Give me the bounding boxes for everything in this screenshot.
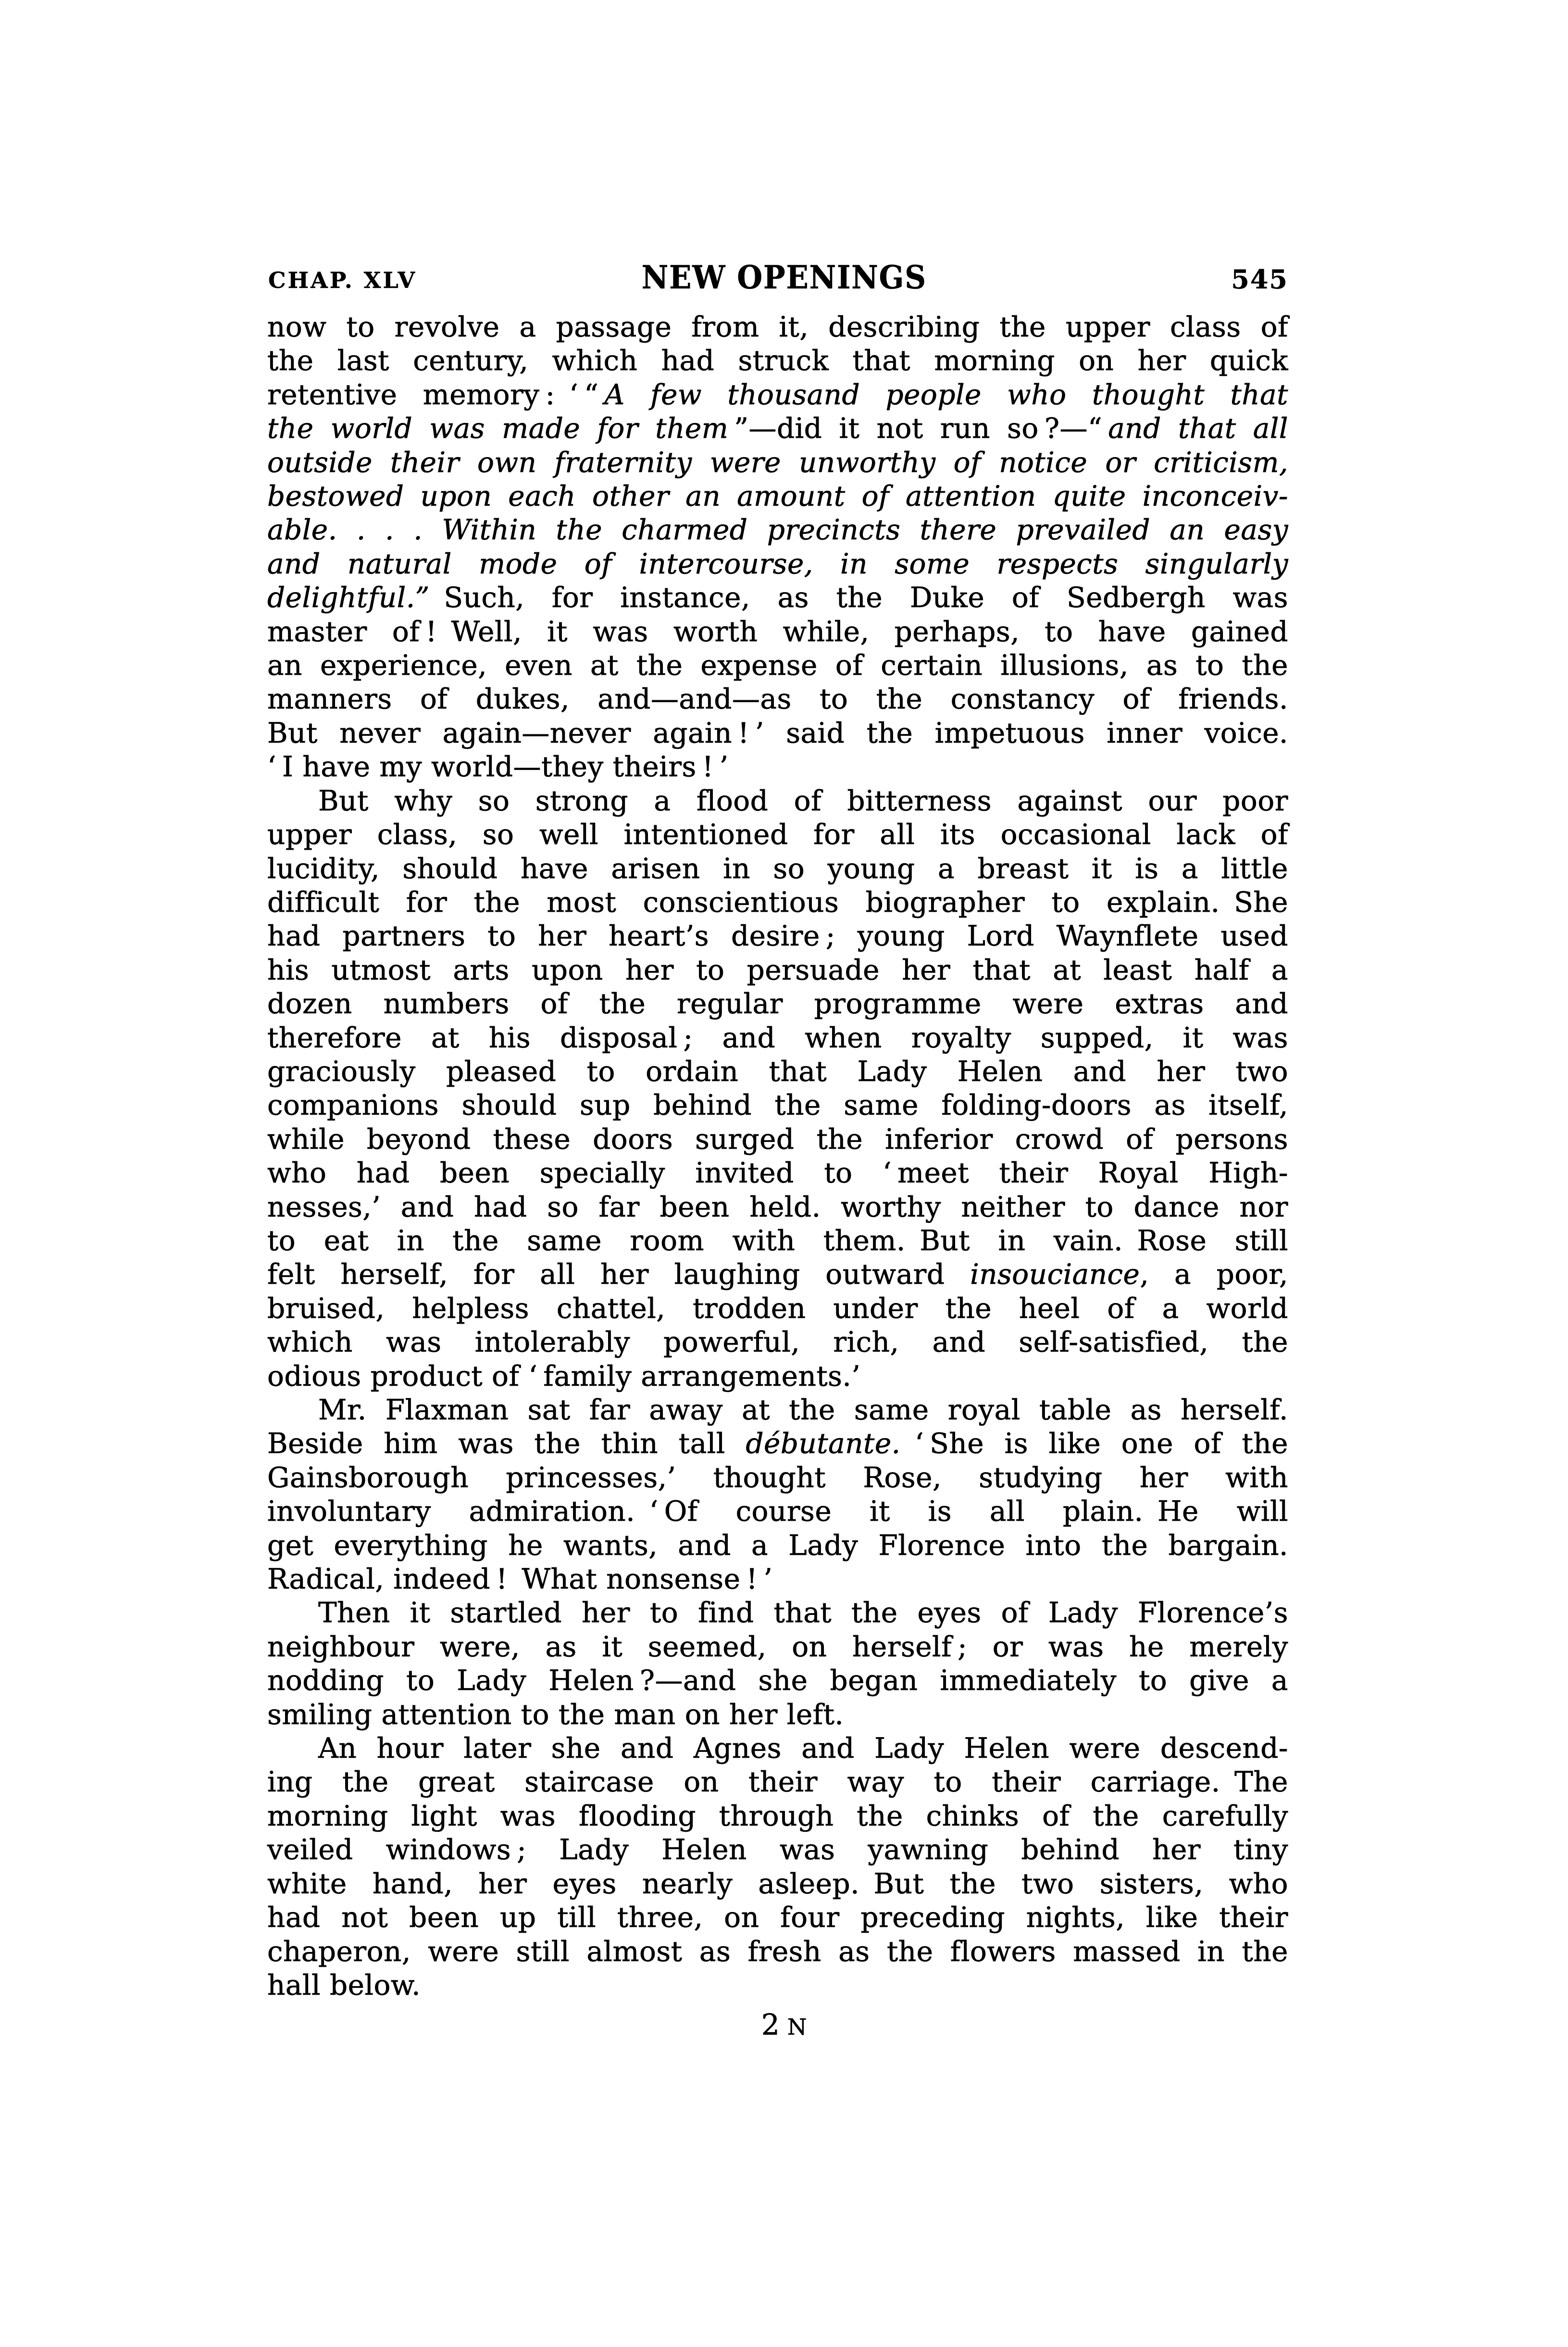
text-line: [267, 1968, 1288, 2002]
text-line: [267, 1156, 1288, 1190]
text-line: [267, 1562, 1288, 1596]
text-line: [267, 1935, 1288, 1968]
text-segment: the last century, which had struck that morning on her quick: [267, 344, 1288, 377]
text-segment: hall below.: [267, 1968, 421, 2001]
text-line: [267, 581, 1288, 614]
italic-text-segment: and that all: [1108, 412, 1288, 445]
text-segment: neighbour were, as it seemed, on herself ; or was he merely: [267, 1630, 1288, 1663]
text-segment: But never again—never again ! ’ said the impetuous inner voice.: [267, 716, 1288, 749]
paragraph: [267, 1393, 1288, 1596]
text-line: [267, 1900, 1288, 1934]
text-segment: an experience, even at the expense of certain illusions, as to the: [267, 649, 1288, 682]
text-line: [267, 1596, 1288, 1629]
text-segment: Beside him was the thin tall: [267, 1427, 746, 1460]
text-line: [267, 1799, 1288, 1833]
text-segment: nodding to Lady Helen ?—and she began immediately to give a: [267, 1664, 1288, 1697]
text-line: [267, 1055, 1288, 1088]
paragraph: [267, 784, 1288, 1393]
text-line: [267, 1427, 1288, 1460]
text-segment: his utmost arts upon her to persuade her that at least half a: [267, 953, 1288, 986]
text-segment: to eat in the same room with them. But in vain. Rose still: [267, 1224, 1288, 1257]
text-line: [267, 1257, 1288, 1291]
text-segment: upper class, so well intentioned for all its occasional lack of: [267, 818, 1288, 851]
text-line: [267, 818, 1288, 851]
text-segment: felt herself, for all her laughing outward: [267, 1258, 971, 1291]
text-segment: bruised, helpless chattel, trodden under the heel of a world: [267, 1291, 1288, 1325]
text-line: [267, 750, 1288, 783]
text-segment: had not been up till three, on four preceding nights, like their: [267, 1901, 1288, 1934]
italic-text-segment: débutante.: [746, 1427, 901, 1460]
text-line: [267, 1122, 1288, 1156]
italic-text-segment: and natural mode of intercourse, in some respects singularly: [267, 547, 1288, 580]
text-line: [267, 919, 1288, 953]
text-segment: chaperon, were still almost as fresh as the flowers massed in the: [267, 1935, 1288, 1968]
text-line: [267, 344, 1288, 377]
text-line: [267, 1731, 1288, 1765]
text-segment: Radical, indeed ! What nonsense ! ’: [267, 1563, 773, 1596]
text-line: [267, 1021, 1288, 1055]
paragraph: [267, 1731, 1288, 2002]
text-line: [267, 682, 1288, 716]
text-line: [267, 1833, 1288, 1866]
text-segment: difficult for the most conscientious biographer to explain. She: [267, 885, 1288, 919]
text-line: [267, 852, 1288, 885]
chapter-label: CHAP. XLV: [268, 267, 417, 293]
text-line: [267, 987, 1288, 1020]
text-segment: which was intolerably powerful, rich, and self-satisfied, the: [267, 1326, 1288, 1359]
text-line: [267, 885, 1288, 919]
text-segment: An hour later she and Agnes and Lady Helen were descend-: [318, 1732, 1288, 1765]
text-line: [267, 1359, 1288, 1393]
paragraph: [267, 310, 1288, 784]
signature-letter: N: [787, 2014, 807, 2040]
text-segment: But why so strong a flood of bitterness against our poor: [318, 784, 1288, 817]
text-segment: ‘ I have my world—they theirs ! ’: [267, 750, 729, 783]
text-line: [267, 310, 1288, 344]
text-line: [267, 1224, 1288, 1257]
text-segment: ing the great staircase on their way to their carriage. The: [267, 1765, 1288, 1799]
text-segment: veiled windows ; Lady Helen was yawning behind her tiny: [267, 1833, 1288, 1866]
text-line: [267, 446, 1288, 479]
body-text: [267, 310, 1288, 2002]
text-line: [267, 547, 1288, 581]
text-segment: retentive memory : ‘ “: [267, 378, 605, 411]
text-segment: Gainsborough princesses,’ thought Rose, studying her with: [267, 1461, 1288, 1494]
text-segment: companions should sup behind the same folding-doors as itself,: [267, 1089, 1288, 1122]
text-line: [267, 1630, 1288, 1664]
text-line: [267, 1494, 1288, 1528]
text-line: [267, 1867, 1288, 1900]
text-segment: smiling attention to the man on her left.: [267, 1698, 844, 1731]
text-segment: ‘ She is like one of the: [900, 1427, 1289, 1460]
text-segment: who had been specially invited to ‘ meet their Royal High-: [267, 1156, 1288, 1190]
italic-text-segment: A few thousand people who thought that: [604, 378, 1288, 411]
text-line: [267, 1088, 1288, 1122]
italic-text-segment: delightful.”: [267, 581, 430, 614]
text-segment: odious product of ‘ family arrangements.’: [267, 1359, 861, 1392]
text-segment: graciously pleased to ordain that Lady Helen and her two: [267, 1055, 1288, 1088]
text-segment: Then it startled her to find that the eyes of Lady Florence’s: [318, 1596, 1288, 1629]
text-line: [267, 648, 1288, 682]
text-segment: manners of dukes, and—and—as to the constancy of friends.: [267, 683, 1288, 716]
italic-text-segment: able. . . . Within the charmed precincts there prevailed an easy: [267, 513, 1288, 546]
text-segment: get everything he wants, and a Lady Florence into the bargain.: [267, 1528, 1288, 1562]
signature-number: 2: [761, 2008, 780, 2042]
page-number: 545: [1231, 264, 1288, 295]
text-line: [267, 1291, 1288, 1325]
text-segment: therefore at his disposal ; and when royalty supped, it was: [267, 1021, 1288, 1054]
text-line: [267, 716, 1288, 750]
text-line: [267, 411, 1288, 445]
italic-text-segment: insouciance: [970, 1258, 1140, 1291]
italic-text-segment: bestowed upon each other an amount of attention quite inconceiv-: [267, 480, 1288, 513]
text-line: [267, 1698, 1288, 1731]
text-segment: ”—did it not run so ?—“: [728, 412, 1108, 445]
italic-text-segment: outside their own fraternity were unworthy of notice or criticism,: [267, 446, 1288, 479]
text-segment: white hand, her eyes nearly asleep. But the two sisters, who: [267, 1867, 1288, 1900]
text-segment: Mr. Flaxman sat far away at the same royal table as herself.: [318, 1393, 1288, 1426]
text-segment: while beyond these doors surged the inferior crowd of persons: [267, 1122, 1288, 1155]
text-line: [267, 479, 1288, 513]
signature-mark: [0, 2008, 1568, 2042]
text-line: [267, 953, 1288, 987]
text-segment: master of ! Well, it was worth while, perhaps, to have gained: [267, 615, 1288, 648]
text-segment: now to revolve a passage from it, describing the upper class of: [267, 310, 1288, 343]
text-segment: had partners to her heart’s desire ; young Lord Waynflete used: [267, 919, 1288, 953]
text-line: [267, 1190, 1288, 1224]
text-segment: involuntary admiration. ‘ Of course it is all plain. He will: [267, 1495, 1288, 1528]
text-line: [267, 1765, 1288, 1799]
text-line: [267, 1325, 1288, 1359]
text-line: [267, 615, 1288, 648]
text-segment: nesses,’ and had so far been held. worthy neither to dance nor: [267, 1190, 1288, 1223]
text-line: [267, 784, 1288, 818]
text-line: [267, 513, 1288, 546]
text-line: [267, 1461, 1288, 1494]
text-segment: lucidity, should have arisen in so young a breast it is a little: [267, 852, 1288, 885]
text-line: [267, 1664, 1288, 1697]
text-line: [267, 1528, 1288, 1562]
text-segment: , a poor,: [1140, 1258, 1288, 1291]
page-title-wrap: [0, 259, 1568, 296]
page-title: NEW OPENINGS: [641, 259, 927, 296]
text-segment: morning light was flooding through the chinks of the carefully: [267, 1799, 1288, 1832]
italic-text-segment: the world was made for them: [267, 412, 729, 445]
paragraph: [267, 1596, 1288, 1731]
text-segment: Such, for instance, as the Duke of Sedbergh was: [429, 581, 1288, 614]
text-segment: dozen numbers of the regular programme were extras and: [267, 987, 1288, 1020]
text-line: [267, 378, 1288, 411]
text-line: [267, 1393, 1288, 1427]
